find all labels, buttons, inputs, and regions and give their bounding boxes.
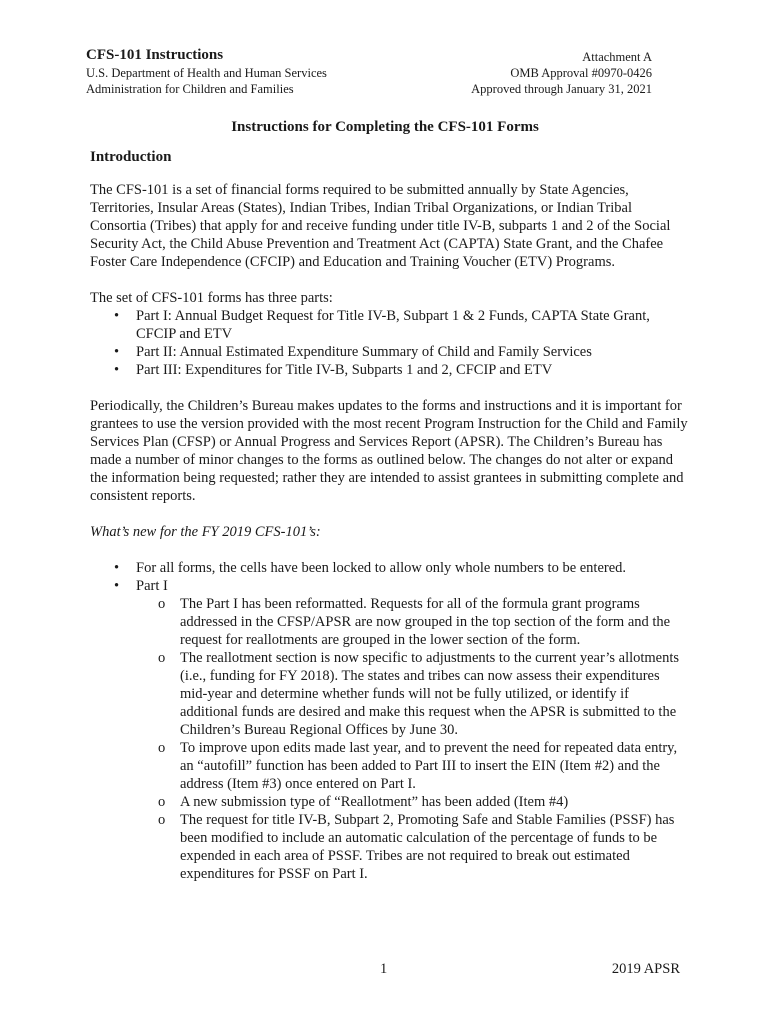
new-item-text: Part I bbox=[136, 578, 168, 594]
approval-date: Approved through January 31, 2021 bbox=[471, 82, 652, 96]
list-item bbox=[90, 361, 690, 379]
introduction-paragraph: The CFS-101 is a set of financial forms required to be submitted annually by State Agencies, Territories, Insular Areas (States), Indian Tribes, Indian Tribal Organizations, or Indian Tribal Consortia (Tribes) that apply for and receive funding under title IV-B, subparts 1 and 2 of the Social Security Act, the Child Abuse Prevention and Treatment Act (CAPTA) State Grant, and the Chafee Foster Care Independence (CFCIP) and Education and Training Voucher (ETV) Programs. bbox=[90, 182, 671, 270]
sub-item-text: The reallotment section is now specific to adjustments to the current year’s allotments (i.e., funding for FY 2018). The states and tribes can now assess their expenditures mid-year and determine whether funds will not be fully utilized, or identify if additional funds are desired and make this request when the APSR is submitted to the Children’s Bureau Regional Offices by June 30. bbox=[180, 650, 680, 738]
parts-lead-text: The set of CFS-101 forms has three parts: bbox=[90, 290, 333, 306]
bullet-icon: • bbox=[114, 362, 120, 378]
sub-list-item bbox=[136, 793, 690, 811]
sub-list-item bbox=[136, 811, 690, 883]
part-text: Part I: Annual Budget Request for Title IV-B, Subpart 1 & 2 Funds, CAPTA State Grant, CFCIP and ETV bbox=[136, 308, 650, 342]
bullet-icon: • bbox=[114, 308, 120, 324]
administration-line: Administration for Children and Families bbox=[86, 82, 294, 96]
header-right bbox=[471, 49, 652, 97]
omb-approval: OMB Approval #0970-0426 bbox=[510, 66, 652, 80]
list-item bbox=[90, 307, 690, 343]
sub-list-item bbox=[136, 595, 690, 649]
list-item bbox=[90, 343, 690, 361]
header-left bbox=[86, 46, 327, 97]
bullet-icon: • bbox=[114, 344, 120, 360]
bullet-icon: • bbox=[114, 560, 120, 576]
document-body bbox=[90, 181, 690, 883]
list-item bbox=[90, 559, 690, 577]
doc-title: CFS-101 Instructions bbox=[86, 47, 224, 63]
page-number: 1 bbox=[380, 961, 388, 977]
list-item bbox=[90, 577, 690, 883]
circle-bullet-icon: o bbox=[158, 650, 166, 666]
sub-item-text: A new submission type of “Reallotment” has been added (Item #4) bbox=[180, 794, 569, 810]
sub-list-item bbox=[136, 649, 690, 739]
circle-bullet-icon: o bbox=[158, 740, 166, 756]
introduction-heading: Introduction bbox=[90, 149, 172, 165]
report-label: 2019 APSR bbox=[611, 961, 680, 977]
attachment-label: Attachment A bbox=[582, 50, 652, 64]
part-i-sublist bbox=[136, 595, 690, 883]
page-title: Instructions for Completing the CFS-101 Forms bbox=[231, 119, 539, 135]
circle-bullet-icon: o bbox=[158, 794, 166, 810]
bullet-icon: • bbox=[114, 578, 120, 594]
sub-list-item bbox=[136, 739, 690, 793]
sub-item-text: To improve upon edits made last year, and to prevent the need for repeated data entry, an “autofill” function has been added to Part III to insert the EIN (Item #2) and the address (Item #3) once entered on Part I. bbox=[180, 740, 678, 792]
new-item-text: For all forms, the cells have been locked to allow only whole numbers to be entered. bbox=[136, 560, 627, 576]
parts-list bbox=[90, 307, 690, 379]
sub-item-text: The Part I has been reformatted. Requests for all of the formula grant programs addressed in the CFSP/APSR are now grouped in the top section of the form and the request for reallotments are grouped in the lower section of the form. bbox=[180, 596, 671, 648]
circle-bullet-icon: o bbox=[158, 596, 166, 612]
sub-item-text: The request for title IV-B, Subpart 2, Promoting Safe and Stable Families (PSSF) has been modified to include an automatic calculation of the percentage of funds to be expended in each area of PSSF. Tribes are not required to break out estimated expenditures for PSSF on Part I. bbox=[180, 812, 675, 882]
whats-new-list bbox=[90, 559, 690, 883]
whats-new-heading: What’s new for the FY 2019 CFS-101’s: bbox=[90, 524, 321, 540]
department-line: U.S. Department of Health and Human Services bbox=[86, 66, 327, 80]
part-text: Part II: Annual Estimated Expenditure Summary of Child and Family Services bbox=[136, 344, 592, 360]
part-text: Part III: Expenditures for Title IV-B, Subparts 1 and 2, CFCIP and ETV bbox=[136, 362, 553, 378]
updates-paragraph: Periodically, the Children’s Bureau makes updates to the forms and instructions and it is important for grantees to use the version provided with the most recent Program Instruction for the Child and Family Services Plan (CFSP) or Annual Progress and Services Report (APSR). The Children’s Bureau has made a number of minor changes to the forms as outlined below. The changes do not alter or expand the information being requested; rather they are intended to assist grantees in submitting complete and consistent reports. bbox=[90, 398, 688, 504]
circle-bullet-icon: o bbox=[158, 812, 166, 828]
